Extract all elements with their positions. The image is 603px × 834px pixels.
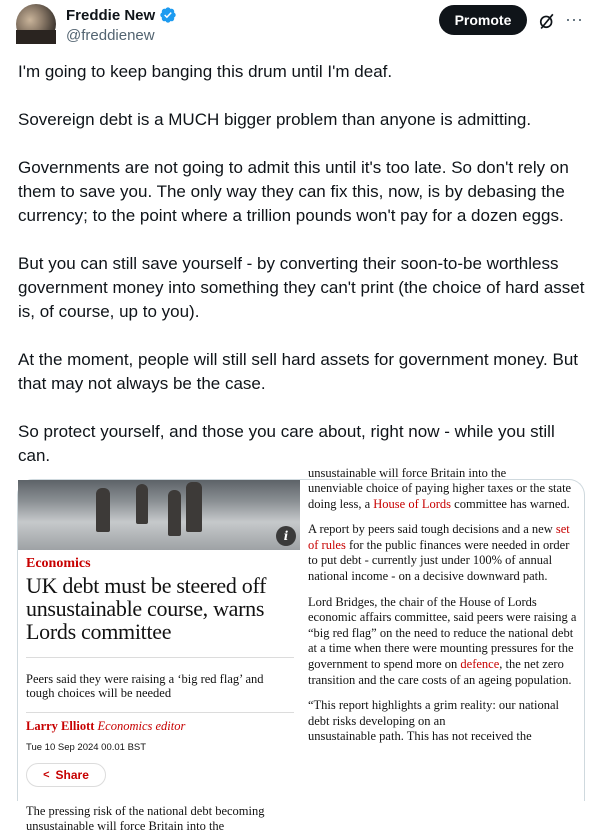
tweet-text [18,60,588,492]
article-paragraph: A report by peers said tough decisions and a new set of rules for the public finances were needed in order to put debt - currently just under 100% of annual national income - on a decisive downward path. [308,522,570,583]
article-right-column [308,466,578,744]
tweet-paragraph: At the moment, people will still sell hard assets for government money. But that may not always be the case. [18,350,578,393]
article-paragraph: unenviable choice of paying higher taxes or the state doing less, a House of Lords committee has warned. [308,481,572,511]
article-author: Larry Elliott [26,719,95,733]
article-body-cut: unsustainable path. This has not received the [308,729,532,744]
tweet-paragraph: But you can still save yourself - by converting their soon-to-be worthless government money into something they can't print (the choice of hard asset is, of course, up to you). [18,254,585,321]
share-icon: < [43,769,50,781]
article-link: set of rules [308,522,570,552]
grok-icon[interactable] [537,11,557,31]
article-body-cut: unsustainable will force Britain into the [308,466,507,480]
article-paragraph: Lord Bridges, the chair of the House of Lords economic affairs committee, said peers were raising a “big red flag” on the need to reduce the national debt at a time when there were mounting pressures for the government to spend more on defence, the net zero transition and the care costs of an ageing population. [308,594,577,687]
promote-button[interactable]: Promote [439,5,527,35]
avatar[interactable] [16,4,56,44]
article-photo [18,480,300,550]
article-byline [26,712,294,734]
article-standfirst: Peers said they were raising a ‘big red flag’ and tough choices will be needed [26,657,294,700]
more-options-icon[interactable]: ··· [565,9,583,29]
tweet-paragraph: So protect yourself, and those you care about, right now - while you still can. [18,422,555,465]
article-dateline: Tue 10 Sep 2024 00.01 BST [26,742,147,753]
article-left-column [26,556,294,833]
article-share-button [26,763,106,787]
article-body-cut: unsustainable will force Britain into the [26,819,225,833]
share-label: Share [55,768,89,782]
tweet-paragraph: Sovereign debt is a MUCH bigger problem than anyone is admitting. [18,110,532,129]
article-link: defence [460,656,500,671]
info-icon[interactable]: i [276,526,296,546]
article-link: House of Lords [373,496,452,511]
article-headline: UK debt must be steered off unsustainable course, warns Lords committee [26,573,267,644]
display-name[interactable]: Freddie New [66,6,156,24]
tweet-paragraph: I'm going to keep banging this drum until I'm deaf. [18,62,393,81]
author-name-row [66,6,177,24]
verified-badge-icon [159,6,177,24]
article-paragraph: “This report highlights a grim reality: our national debt risks developing on an unsustainable path. This has not received the [308,698,578,737]
tweet-paragraph: Governments are not going to admit this until it's too late. So don't rely on them to save you. The only way they can fix this, now, is by debasing the currency; to the point where a trillion pounds won't pay for a dozen eggs. [18,158,569,225]
article-section: Economics [26,556,91,571]
author-handle[interactable]: @freddienew [66,27,155,44]
article-body-text: The pressing risk of the national debt becoming [26,804,265,818]
article-body-left [26,804,294,833]
article-author-role: Economics editor [97,719,186,733]
attached-image[interactable] [17,466,585,833]
